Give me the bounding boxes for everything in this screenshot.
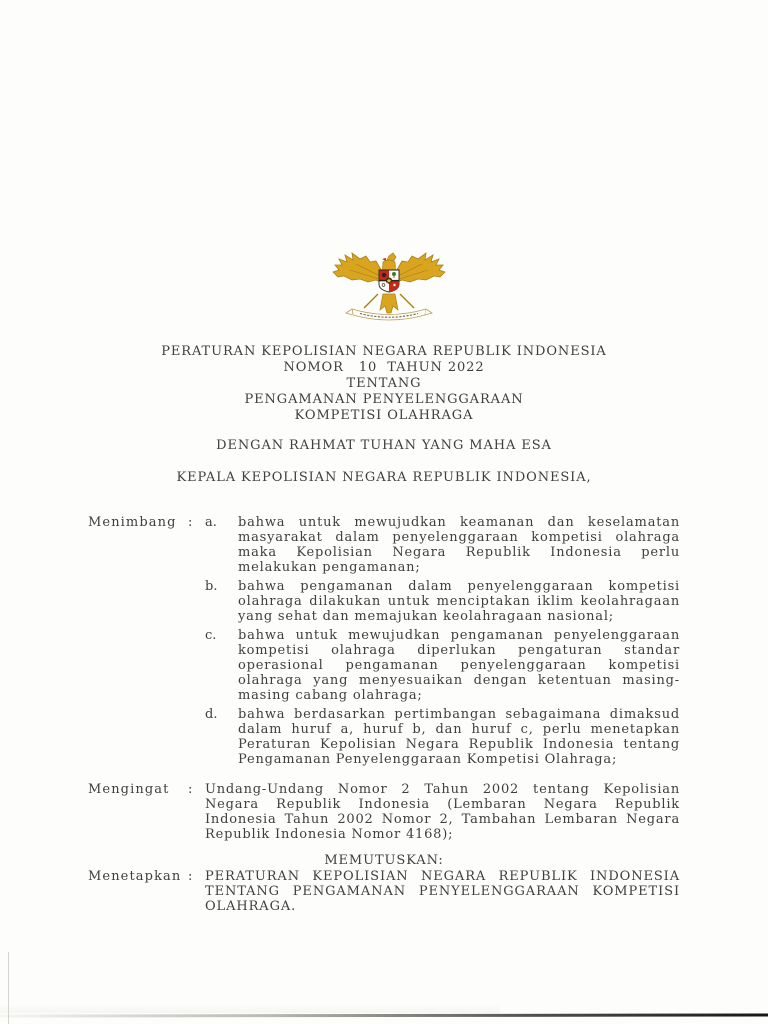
consideration-item-c [205, 628, 680, 703]
memutuskan-heading: MEMUTUSKAN: [324, 853, 444, 868]
title-line-subject-2: KOMPETISI OLAHRAGA [294, 408, 474, 423]
menetapkan-section [88, 869, 680, 914]
item-letter: c. [205, 628, 217, 643]
item-text: bahwa berdasarkan pertimbangan sebagaimana dimaksud dalam huruf a, huruf b, dan huruf c, perlu menetapkan Peraturan Kepolisian Negara Republik Indonesia tentang Pengamanan Penyelenggaraan Kompetisi Olahraga; [238, 707, 680, 767]
menetapkan-text: PERATURAN KEPOLISIAN NEGARA REPUBLIK INDONESIA TENTANG PENGAMANAN PENYELENGGARAAN KOMPETISI OLAHRAGA. [205, 869, 680, 914]
document-title [88, 344, 680, 424]
menimbang-section [88, 515, 680, 771]
scan-left-edge-line [8, 952, 9, 1024]
consideration-item-d [205, 707, 680, 767]
menimbang-label: Menimbang [88, 515, 177, 530]
issuing-authority: KEPALA KEPOLISIAN NEGARA REPUBLIK INDONESIA, [176, 470, 592, 485]
item-text: bahwa pengamanan dalam penyelenggaraan kompetisi olahraga dilakukan untuk menciptakan iklim keolahragaan yang sehat dan memajukan keolahragaan nasional; [238, 579, 680, 624]
scan-shadow-smudge [0, 1004, 500, 1013]
preamble-invocation: DENGAN RAHMAT TUHAN YANG MAHA ESA [216, 438, 552, 453]
mengingat-section [88, 782, 680, 842]
item-text: bahwa untuk mewujudkan keamanan dan keselamatan masyarakat dalam penyelenggaraan kompetisi olahraga maka Kepolisian Negara Republik Indonesia perlu melakukan pengamanan; [238, 515, 680, 575]
consideration-item-b [205, 579, 680, 624]
scan-page-edge-line [0, 1013, 768, 1017]
title-line-tentang: TENTANG [346, 376, 422, 391]
title-line-1: PERATURAN KEPOLISIAN NEGARA REPUBLIK INDONESIA [161, 344, 607, 359]
item-text: bahwa untuk mewujudkan pengamanan penyelenggaraan kompetisi olahraga diperlukan pengaturan standar operasional pengamanan penyelenggaraan kompetisi olahraga yang menyesuaikan dengan ketentuan masing-masing cabang olahraga; [238, 628, 680, 703]
garuda-pancasila-emblem [330, 250, 448, 324]
item-letter: b. [205, 579, 218, 594]
title-line-subject-1: PENGAMANAN PENYELENGGARAAN [244, 392, 524, 407]
mengingat-label: Mengingat [88, 782, 170, 797]
mengingat-colon: : [188, 782, 193, 797]
menimbang-colon: : [188, 515, 193, 530]
title-line-number: NOMOR 10 TAHUN 2022 [283, 360, 485, 375]
mengingat-text: Undang-Undang Nomor 2 Tahun 2002 tentang Kepolisian Negara Republik Indonesia (Lembaran Negara Republik Indonesia Tahun 2002 Nomor 2, Tambahan Lembaran Negara Republik Indonesia Nomor 4168); [205, 782, 680, 842]
item-letter: d. [205, 707, 218, 722]
item-letter: a. [205, 515, 217, 530]
consideration-item-a [205, 515, 680, 575]
menetapkan-colon: : [188, 869, 193, 884]
menetapkan-label: Menetapkan [88, 869, 182, 884]
